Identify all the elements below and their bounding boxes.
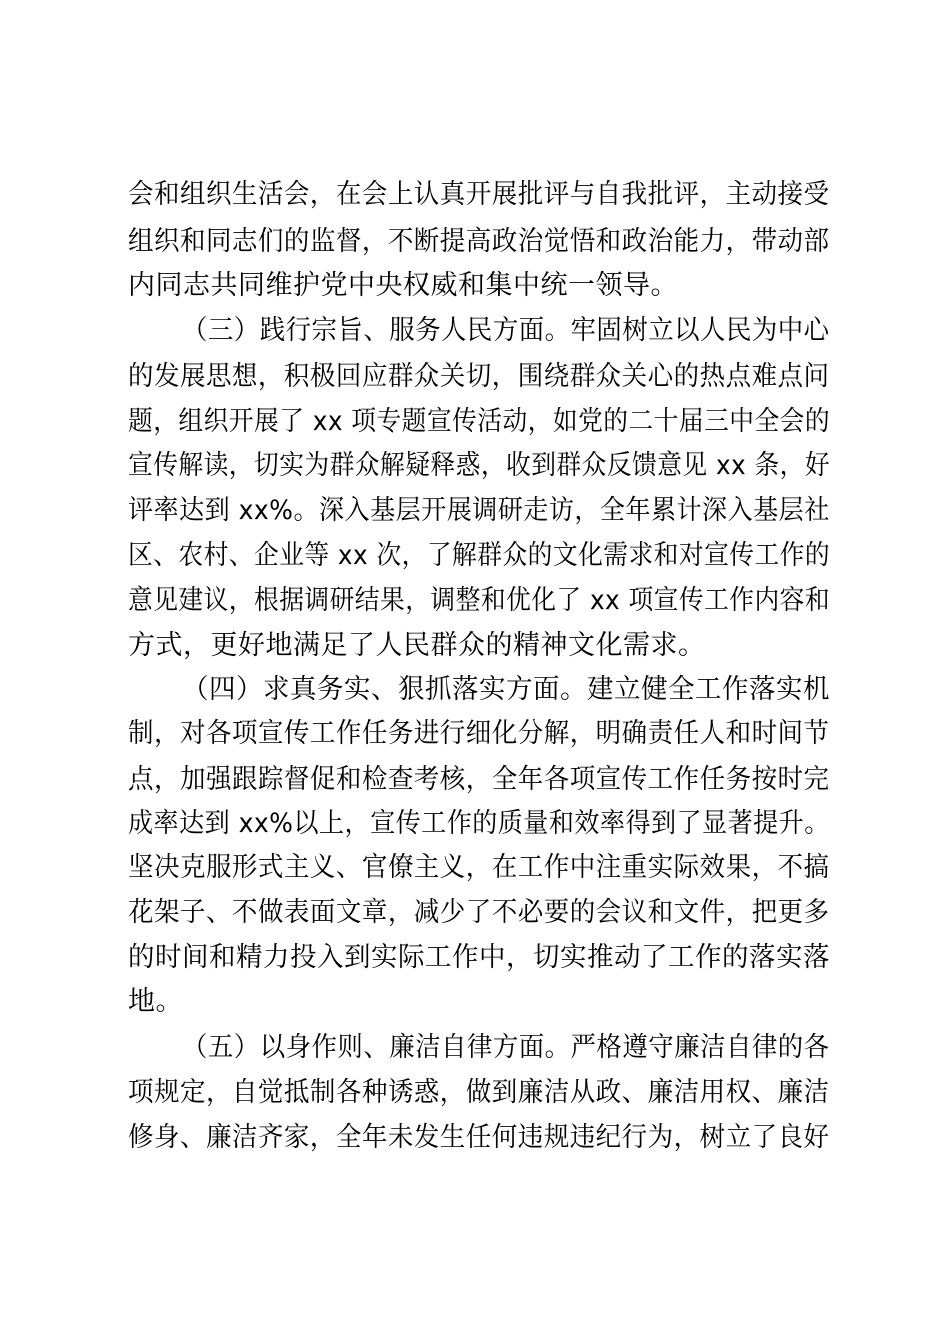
text-line: 点，加强跟踪督促和检查考核，全年各项宣传工作任务按时完 xyxy=(128,764,830,795)
text-line: 区、农村、企业等 xx 次，了解群众的文化需求和对宣传工作的 xyxy=(128,540,831,571)
text-line: 的时间和精力投入到实际工作中，切实推动了工作的落实落 xyxy=(128,942,830,973)
paragraph-heading-5: （五）以身作则、廉洁自律方面。严格遵守廉洁自律的各 xyxy=(182,1032,830,1063)
text-line: 项规定，自觉抵制各种诱惑，做到廉洁从政、廉洁用权、廉洁 xyxy=(128,1077,830,1108)
text-line: 意见建议，根据调研结果，调整和优化了 xx 项宣传工作内容和 xyxy=(128,585,831,616)
text-line: 题，组织开展了 xx 项专题宣传活动，如党的二十届三中全会的 xyxy=(128,406,831,437)
text-line: 的发展思想，积极回应群众关切，围绕群众关心的热点难点问 xyxy=(128,361,830,392)
text-line: 地。 xyxy=(128,986,183,1017)
text-line: 宣传解读，切实为群众解疑释惑，收到群众反馈意见 xx 条，好 xyxy=(128,450,831,481)
text-line: 方式，更好地满足了人民群众的精神文化需求。 xyxy=(128,630,706,661)
text-line: 成率达到 xx%以上，宣传工作的质量和效率得到了显著提升。 xyxy=(128,808,830,839)
text-line: 评率达到 xx%。深入基层开展调研走访，全年累计深入基层社 xyxy=(128,495,830,526)
text-line: 花架子、不做表面文章，减少了不必要的会议和文件，把更多 xyxy=(128,897,830,928)
text-line: 修身、廉洁齐家，全年未发生任何违规违纪行为，树立了良好 xyxy=(128,1122,830,1153)
text-line: 坚决克服形式主义、官僚主义，在工作中注重实际效果，不搞 xyxy=(128,852,830,883)
text-line: 组织和同志们的监督，不断提高政治觉悟和政治能力，带动部 xyxy=(128,226,830,257)
paragraph-heading-4: （四）求真务实、狠抓落实方面。建立健全工作落实机 xyxy=(182,674,830,705)
text-line: 会和组织生活会，在会上认真开展批评与自我批评，主动接受 xyxy=(128,179,830,210)
paragraph-heading-3: （三）践行宗旨、服务人民方面。牢固树立以人民为中心 xyxy=(182,315,830,346)
text-line: 制，对各项宣传工作任务进行细化分解，明确责任人和时间节 xyxy=(128,718,830,749)
text-line: 内同志共同维护党中央权威和集中统一领导。 xyxy=(128,270,678,301)
